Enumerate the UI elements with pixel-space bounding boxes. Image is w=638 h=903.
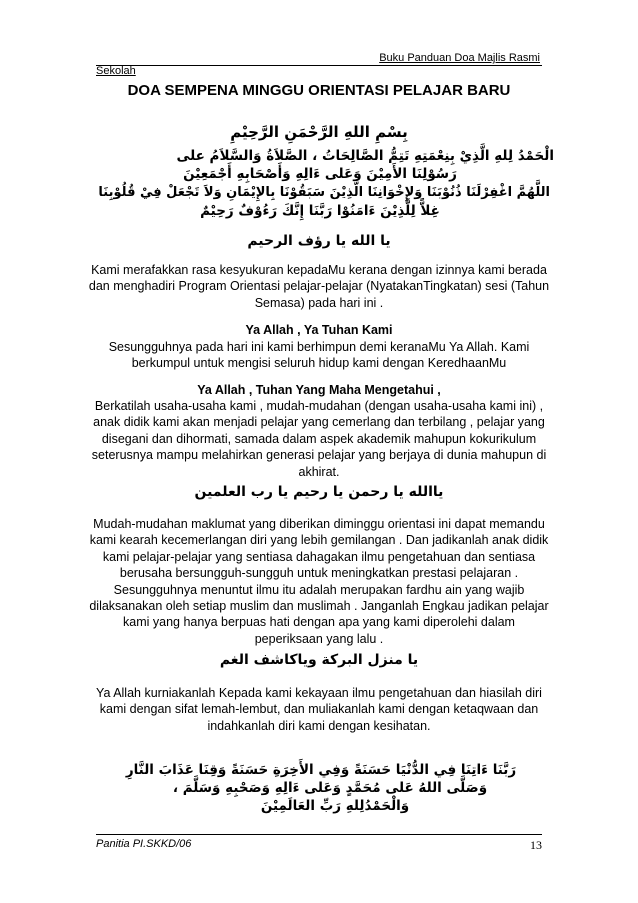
heading-3: Ya Allah , Tuhan Yang Maha Mengetahui , (197, 383, 441, 397)
heading-2: Ya Allah , Ya Tuhan Kami (245, 323, 393, 337)
paragraph-4: Mudah-mudahan maklumat yang diberikan diminggu orientasi ini dapat memandu kami kearah kecemerlangan diri yang lebih gemilangan . Dan jadikanlah anak didik kami pelajar-pelajar yang sentiasa dahagakan ilmu pengetahuan dan sentiasa berusaha bersungguh-sungguh untuk meningkatkan prestasi pelajaran . Sesungguhnya menuntut ilmu itu adalah merupakan fardhu ain yang wajib dilaksanakan oleh setiap muslim dan muslimah . Janganlah Engkau jadikan pelajar kami yang hanya berpuas hati dengan apa yang kami diperolehi dalam peperiksaan yang lalu . (89, 517, 549, 646)
paragraph-3: Berkatilah usaha-usaha kami , mudah-mudahan (dengan usaha-usaha kami ini) , anak didik kami akan menjadi pelajar yang cemerlang dan terbilang , pelajar yang disegani dan dihormati, samada dalam aspek akademik mahupun kokurikulum seterusnya mampu melahirkan generasi pelajar yang berjaya di dunia mahupun di akhirat. (91, 399, 547, 479)
closing-arabic-line-1: رَبَّنَا ءَاتِنَا فِي الدُّنْيَا حَسَنَةً وَفِي الأَخِرَةِ حَسَنَةً وَقِنَا عَذَابَ النَّارِ (125, 762, 517, 778)
opening-arabic-line-3: اللَّهُمَّ اغْفِرْلَنَا ذُنُوْبَنَا وَلإِخْوَانِنَا الَّذِيْنَ سَبَقُوْنَا بِالإِيْمَانِ وَلاَ تَجْعَلْ فِيْ قُلُوْبِنَا (98, 185, 550, 200)
header-rule (96, 65, 542, 66)
invocation-3: يا منزل البركة وياكاشف الغم (219, 652, 419, 668)
opening-arabic-line-4: غِلاًّ لِلَّذِيْنَ ءَامَنُوْا رَبَّنَا إِنَّكَ رَءُوْفٌ رَحِيْمٌ (200, 203, 440, 219)
closing-arabic-line-3: وَالْحَمْدُلِلهِ رَبِّ العَالَمِيْنَ (260, 798, 410, 814)
basmalah: بِسْمِ اللهِ الرَّحْمَنِ الرَّحِيْمِ (230, 123, 408, 141)
paragraph-5: Ya Allah kurniakanlah Kepada kami kekayaan ilmu pengetahuan dan hiasilah diri kami dengan sifat lemah-lembut, dan muliakanlah kami dengan ketaqwaan dan indahkanlah diri kami dengan kesihatan. (96, 686, 542, 733)
header-section: Sekolah (96, 65, 136, 77)
invocation-2: ياالله يا رحمن يا رحيم يا رب العلمين (194, 484, 444, 500)
page-title: DOA SEMPENA MINGGU ORIENTASI PELAJAR BARU (127, 82, 511, 99)
footer-department: Panitia PI.SKKD/06 (96, 838, 192, 850)
invocation-1: يا الله يا رؤف الرحيم (247, 233, 391, 249)
opening-arabic-line-1: الْحَمْدُ لِلهِ الَّذِيْ بِنِعْمَتِهِ تَتِمُّ الصَّالِحَاتُ ، الصَّلاَةُ وَالسَّلاَمُ على (176, 148, 554, 164)
footer-rule (96, 834, 542, 835)
closing-arabic-line-2: وَصَلَّى اللهُ عَلى مُحَمَّدٍ وَعَلى ءَالِهِ وَصَحْبِهِ وَسَلَّمَ ، (172, 780, 488, 796)
page-number: 13 (530, 838, 542, 852)
header-book-title: Buku Panduan Doa Majlis Rasmi (379, 52, 540, 64)
opening-arabic-line-2: رَسُوْلِنَا الأَمِيْنَ وَعَلى ءَالِهِ وَأَصْحَابِهِ أَجْمَعِيْنَ (183, 166, 457, 182)
paragraph-2: Sesungguhnya pada hari ini kami berhimpun demi keranaMu Ya Allah. Kami berkumpul untuk mengisi seluruh hidup kami dengan KeredhaanMu (108, 340, 530, 371)
paragraph-1: Kami merafakkan rasa kesyukuran kepadaMu kerana dengan izinnya kami berada dan menghadiri Program Orientasi pelajar-pelajar (NyatakanTingkatan) sesi (Tahun Semasa) pada hari ini . (88, 263, 550, 310)
